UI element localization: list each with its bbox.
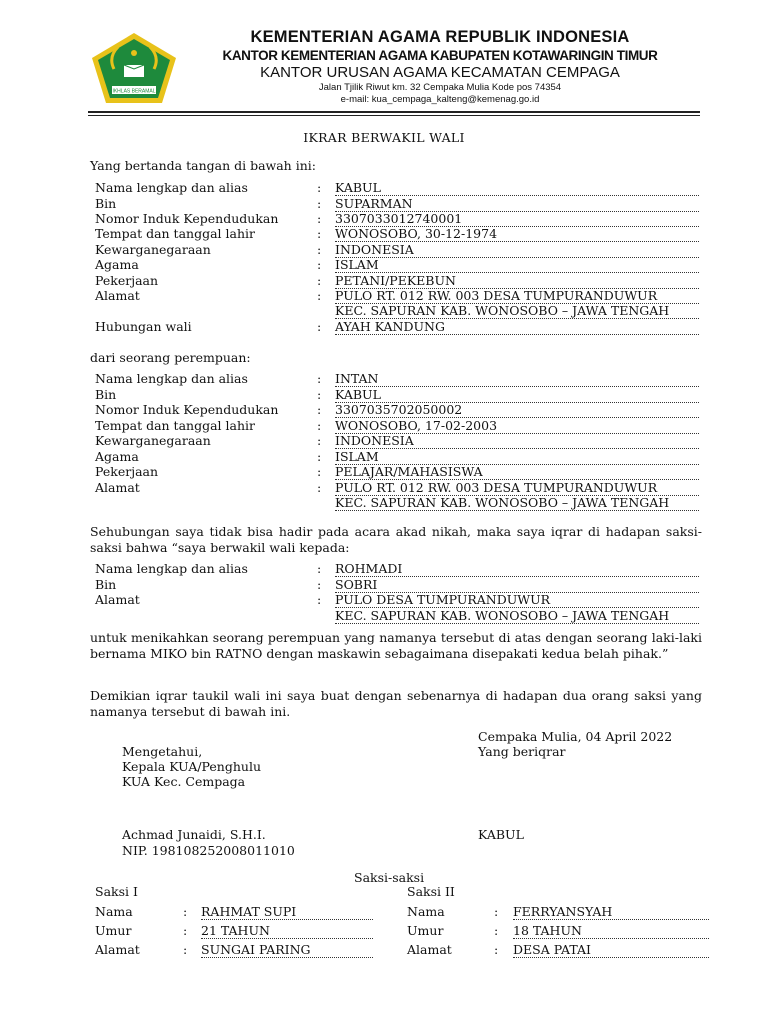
office-title: KANTOR KEMENTERIAN AGAMA KABUPATEN KOTAWARINGIN TIMUR	[222, 48, 658, 63]
penghulu-name: Achmad Junaidi, S.H.I.	[122, 827, 266, 842]
place-date: Cempaka Mulia, 04 April 2022	[478, 729, 673, 744]
letterhead-rule	[88, 111, 700, 113]
kepala-kua-label: Kepala KUA/Penghulu	[122, 759, 262, 774]
office-address: Jalan Tjilik Riwut km. 32 Cempaka Mulia Kode pos 74354	[318, 82, 562, 93]
kemenag-logo	[88, 31, 180, 106]
office-email: e-mail: kua_cempaga_kalteng@kemenag.go.id	[340, 94, 540, 105]
penghulu-nip: NIP. 198108252008011010	[122, 843, 295, 858]
mengetahui-label: Mengetahui,	[122, 744, 203, 759]
document-title: IKRAR BERWAKIL WALI	[303, 130, 465, 145]
paragraph-menikahkan: untuk menikahkan seorang perempuan yang namanya tersebut di atas dengan seorang laki-laki bernama MIKO bin RATNO dengan maskawin sebagaimana disepakati kedua belah pihak.”	[90, 630, 702, 661]
intro-perempuan-text: dari seorang perempuan:	[90, 350, 251, 365]
kua-name-label: KUA Kec. Cempaga	[122, 774, 246, 789]
paragraph-hadir: Sehubungan saya tidak bisa hadir pada acara akad nikah, maka saya iqrar di hadapan saksi-saksi bahwa “saya berwakil wali kepada:	[90, 524, 702, 555]
kua-title: KANTOR URUSAN AGAMA KECAMATAN CEMPAGA	[260, 64, 620, 81]
ministry-title: KEMENTERIAN AGAMA REPUBLIK INDONESIA	[250, 28, 630, 46]
saksi1-heading: Saksi I	[95, 884, 138, 899]
letterhead-rule-thin	[88, 115, 700, 116]
saksi2-heading: Saksi II	[407, 884, 455, 899]
paragraph-demikian: Demikian iqrar taukil wali ini saya buat dengan sebenarnya di hadapan dua orang saksi yang namanya tersebut di bawah ini.	[90, 688, 702, 719]
saksi-title: Saksi-saksi	[354, 870, 425, 885]
svg-text:IKHLAS BERAMAL: IKHLAS BERAMAL	[112, 88, 156, 95]
letterhead	[180, 28, 700, 106]
beriqrar-name: KABUL	[478, 827, 524, 842]
yang-beriqrar-label: Yang beriqrar	[478, 744, 566, 759]
intro-text: Yang bertanda tangan di bawah ini:	[90, 158, 316, 173]
document-page: IKHLAS BERAMAL KEMENTERIAN AGAMA REPUBLIK INDONESIA KANTOR KEMENTERIAN AGAMA KABUPATEN KOTAWARINGIN TIMUR KANTOR URUSAN AGAMA KECAMATAN CEMPAGA Jalan Tjilik Riwut km. 32 Cempaka Mulia Kode pos 74354 e-mail: kua_cempaga_kalteng@kemenag.go.id IKRAR BERWAKIL WALI Yang bertanda tangan di bawah ini: Nama lengkap dan alias : KABUL Bin : SUPARMAN Nomor Induk Kependudukan : 3307033012740001 Tempat dan tanggal lahir : WONOSOBO, 30-12-1974 Kewarganegaraan : INDONESIA Agama : ISLAM Pekerjaan : PETANI/PEKEBUN Alamat : PULO RT. 012 RW. 003 DESA TUMPURANDUWUR KEC. SAPURAN KAB. WONOSOBO – JAWA TENGAH Hubungan wali : AYAH KANDUNG dari seorang perempuan: Nama lengkap dan alias : INTAN Bin : KABUL Nomor Induk Kependudukan : 3307035702050002 Tempat dan tanggal lahir : WONOSOBO, 17-02-2003 Kewarganegaraan : INDONESIA Agama : ISLAM Pekerjaan : PELAJAR/MAHASISWA Alamat : PULO RT. 012 RW. 003 DESA TUMPURANDUWUR KEC. SAPURAN KAB. WONOSOBO – JAWA TENGAH Sehubungan saya tidak bisa hadir pada acara akad nikah, maka saya iqrar di hadapan saksi-saksi bahwa “saya berwakil wali kepada: Nama lengkap dan alias : ROHMADI Bin : SOBRI Alamat : PULO DESA TUMPURANDUWUR KEC. SAPURAN KAB. WONOSOBO – JAWA TENGAH untuk menikahkan seorang perempuan yang namanya tersebut di atas dengan seorang laki-laki bernama MIKO bin RATNO dengan maskawin sebagaimana disepakati kedua belah pihak.” Demikian iqrar taukil wali ini saya buat dengan sebenarnya di hadapan dua orang saksi yang namanya tersebut di bawah ini. Cempaka Mulia, 04 April 2022 Yang beriqrar Mengetahui, Kepala KUA/Penghulu KUA Kec. Cempaga Achmad Junaidi, S.H.I. NIP. 198108252008011010 KABUL Saksi-saksi Saksi I Nama : RAHMAT SUPI Umur : 21 TAHUN Alamat : SUNGAI PARING Saksi II Nama : FERRYANSYAH Umur : 18 TAHUN Alamat : DESA PATAI	[0, 0, 768, 1024]
